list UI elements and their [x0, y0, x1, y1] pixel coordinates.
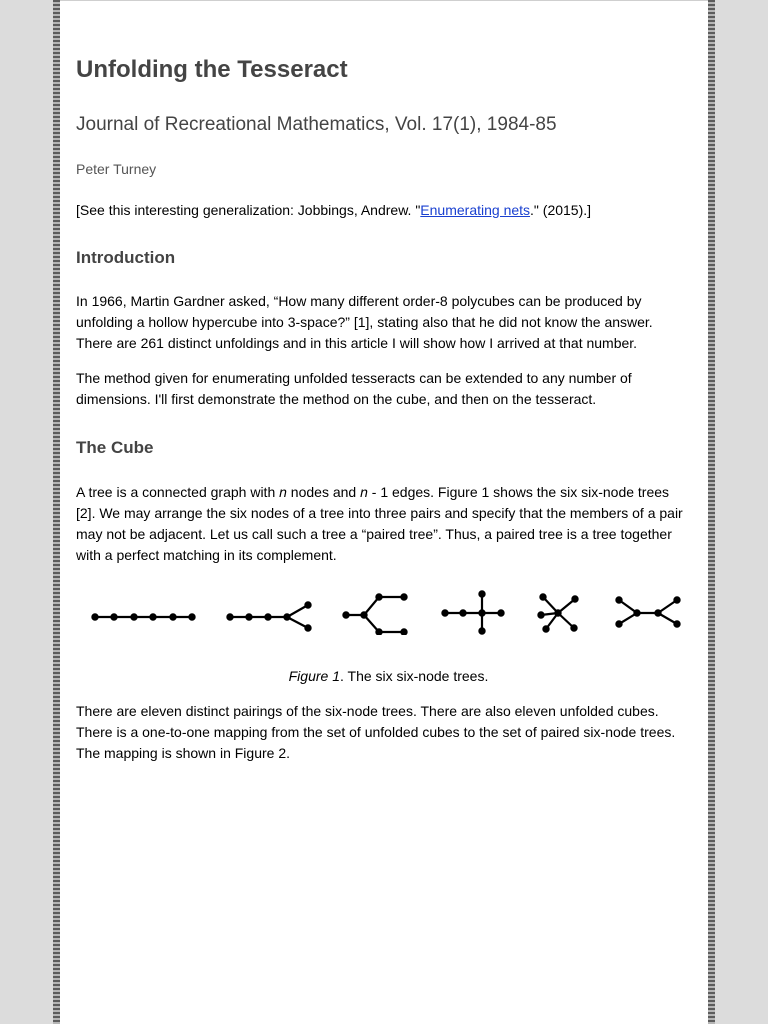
- text-line: with a perfect matching in its complement.: [76, 547, 337, 563]
- text-line: The method given for enumerating unfolded tesseracts can be extended to any number of: [76, 370, 632, 386]
- introduction-paragraph-1: [76, 291, 701, 354]
- tree-double-star: [616, 597, 679, 626]
- figure-caption-text: . The six six-node trees.: [339, 668, 489, 684]
- enumerating-nets-link[interactable]: Enumerating nets: [420, 202, 531, 218]
- text-line: dimensions. I'll first demonstrate the method on the cube, and then on the tesseract.: [76, 391, 597, 407]
- cube-heading: The Cube: [76, 438, 154, 457]
- text-line: [2]. We may arrange the six nodes of a tree into three pairs and specify that the members of a pair: [76, 505, 683, 521]
- figure-1-six-node-trees: [76, 585, 701, 635]
- introduction-heading: Introduction: [76, 248, 176, 267]
- cube-paragraph-2: [76, 701, 701, 764]
- generalization-note: [76, 202, 591, 218]
- tree-path: [92, 614, 194, 619]
- author-name: Peter Turney: [76, 161, 157, 177]
- article-title: Unfolding the Tesseract: [76, 56, 348, 83]
- journal-citation: Journal of Recreational Mathematics, Vol. 17(1), 1984-85: [76, 114, 557, 135]
- tree-star: [538, 594, 577, 631]
- text-line: A tree is a connected graph with n nodes and n - 1 edges. Figure 1 shows the six six-node trees: [76, 484, 670, 500]
- document-page: [53, 0, 715, 1024]
- text-line: may not be adjacent. Let us call such a tree a “paired tree”. Thus, a paired tree is a tree together: [76, 526, 672, 542]
- left-page-border: [53, 0, 60, 1024]
- top-page-edge: [60, 0, 708, 1]
- figure-label: Figure 1: [288, 668, 340, 684]
- tree-double-fork: [343, 594, 406, 634]
- figure-1-caption: [76, 668, 701, 684]
- right-page-border: [708, 0, 715, 1024]
- introduction-paragraph-2: [76, 368, 701, 410]
- text-line: In 1966, Martin Gardner asked, “How many different order-8 polycubes can be produced by: [76, 293, 642, 309]
- text-line: unfolding a hollow hypercube into 3-space?” [1], stating also that he did not know the answer.: [76, 314, 653, 330]
- text-line: There is a one-to-one mapping from the set of unfolded cubes to the set of paired six-node trees.: [76, 724, 676, 740]
- note-prefix: [See this interesting generalization: Jobbings, Andrew. ": [76, 202, 421, 218]
- cube-paragraph-1: [76, 482, 701, 566]
- note-suffix: ." (2015).]: [530, 202, 592, 218]
- tree-fork-end: [227, 602, 310, 630]
- tree-cross: [442, 591, 503, 633]
- text-line: The mapping is shown in Figure 2.: [76, 745, 290, 761]
- text-line: There are eleven distinct pairings of the six-node trees. There are also eleven unfolded cubes.: [76, 703, 659, 719]
- text-line: There are 261 distinct unfoldings and in this article I will show how I arrived at that number.: [76, 335, 638, 351]
